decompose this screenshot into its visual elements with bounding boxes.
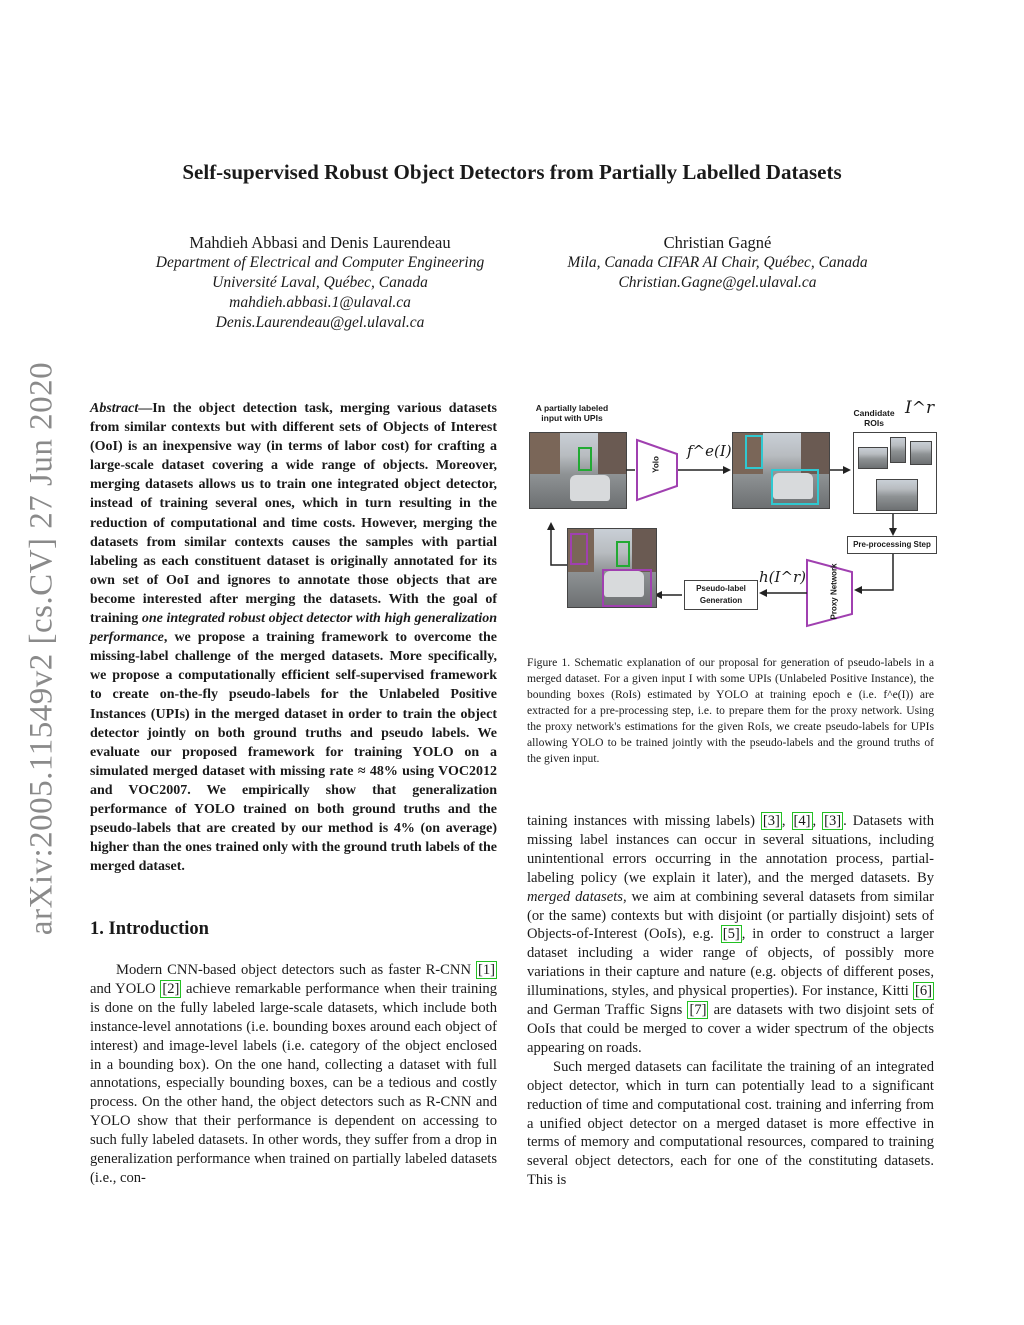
- fig-yolo-label: Yolo: [651, 456, 661, 473]
- fig-candidate-rois: [853, 432, 937, 514]
- authors-left: [115, 233, 525, 333]
- rc-text-1: taining instances with missing labels): [527, 813, 761, 829]
- fig-yolo-output-image: [732, 432, 830, 509]
- intro-text-2: and YOLO: [90, 980, 161, 997]
- rc-paragraph-2: Such merged datasets can facilitate the training of an integrated object detector, which in turn can potentially lead to a significant reduction of time and computational cost. training and inferring from a unified object detector on a merged dataset is more effective in terms of memory and computational resources, compared to training several object detectors, each for one of the constituting datasets. This is: [527, 1058, 934, 1189]
- email-left-1: mahdieh.abbasi.1@ulaval.ca: [229, 294, 411, 311]
- rc-text-6: are datasets with two disjoint sets of OoIs that could be merged to cover a wider spectrum of the objects appearing on roads.: [527, 1002, 934, 1056]
- citation-link[interactable]: [5]: [722, 926, 740, 943]
- figure-1-caption: Figure 1. Schematic explanation of our proposal for generation of pseudo-labels in a merged dataset. For a given input I with some UPIs (Unlabeled Positive Instance), the bounding boxes (RoIs) estimated by YOLO at training epoch e (i.e. f^e(I)) are extracted for a pre-processing step, i.e. to prepare them for the proxy network. Using the proxy network's estimations for the given RoIs, we create pseudo-labels for UPIs allowing YOLO to be trained jointly with the pseudo-labels and the ground truths of the given input.: [527, 656, 934, 765]
- citation-link[interactable]: [7]: [689, 1002, 707, 1019]
- abstract-text-2: , we propose a training framework to overcome the missing-label challenge of the merged datasets. More specifically, we propose a computationally efficient self-supervised framework to create on-the-fly pseudo-labels for the Unlabeled Positive Instances (UPIs) in the merged dataset in order to train the object detector jointly on both ground truths and pseudo labels. We evaluate our proposed framework for training YOLO on a simulated merged dataset with missing rate ≈ 48% using VOC2012 and VOC2007. We empirically show that generalization performance of YOLO trained on both ground truths and the pseudo-labels that are created by our method is 4% (on average) higher than the ones trained only with the ground truth labels of the merged dataset.: [90, 630, 497, 875]
- citation-link[interactable]: [4]: [793, 813, 811, 829]
- fig-hir-label: h(I^r): [759, 568, 807, 586]
- fig-fe-label: f^e(I): [687, 442, 732, 460]
- rc-text-4: , in order to construct a larger dataset including a wider range of objects, of possibly more variations in their capture and nature (e.g. objects of different poses, illuminations, styles, and physical properties). For instance, Kitti: [527, 926, 934, 1000]
- rc-sep: ,: [781, 813, 792, 829]
- citation-link[interactable]: [3]: [824, 813, 842, 829]
- fig-input-label: A partially labeled input with UPIs: [535, 403, 609, 423]
- author-names-left: Mahdieh Abbasi and Denis Laurendeau: [189, 233, 451, 252]
- introduction-text: [90, 961, 497, 1188]
- citation-link[interactable]: [3]: [762, 813, 780, 829]
- affiliation-right-1: Mila, Canada CIFAR AI Chair, Québec, Canada: [567, 254, 868, 271]
- right-column-text: [527, 812, 934, 1190]
- fig-ir-label: I^r: [905, 398, 935, 418]
- rc-sep: ,: [812, 813, 823, 829]
- abstract-emphasis: one integrated robust object detector with high generalization performance: [90, 611, 497, 646]
- citation-link[interactable]: [2]: [162, 980, 180, 997]
- fig-proxy-label: Proxy Network: [829, 563, 839, 620]
- fig-output-image: [567, 528, 657, 608]
- citation-link[interactable]: [6]: [914, 983, 932, 1000]
- fig-pseudo-label-box: Pseudo-label Generation: [684, 580, 758, 610]
- affiliation-left-1: Department of Electrical and Computer Engineering: [155, 254, 485, 271]
- email-right-1: Christian.Gagne@gel.ulaval.ca: [618, 274, 817, 291]
- abstract-text-1: —In the object detection task, merging various datasets from similar contexts but with different sets of Objects of Interest (OoI) is an inexpensive way (in terms of labor cost) for crafting a large-scale dataset covering a wide range of objects. Moreover, merging datasets allows us to train one integrated object detector, instead of training several ones, which in turn resulting in the reduction of computational and time costs. However, merging the datasets from similar contexts causes the samples with partial labeling as each constituent dataset is originally annotated for its own set of OoI and ignores to annotate those objects that are become interested after merging the datasets. With the goal of training: [90, 401, 497, 627]
- author-names-right: Christian Gagné: [663, 233, 772, 252]
- rc-text-3: , we aim at combining several datasets from similar (or the same) contexts but with disjoint (or partially disjoint) sets of Objects-of-Interest (OoIs), e.g.: [527, 888, 934, 943]
- figure-1: [527, 400, 937, 635]
- paper-title: Self-supervised Robust Object Detectors from Partially Labelled Datasets: [182, 160, 842, 184]
- affiliation-left-2: Université Laval, Québec, Canada: [212, 274, 428, 291]
- email-left-2: Denis.Laurendeau@gel.ulaval.ca: [215, 314, 425, 331]
- fig-preproc-box: Pre-processing Step: [847, 536, 937, 554]
- abstract-lead: Abstract: [90, 401, 139, 416]
- abstract: [90, 399, 497, 876]
- rc-text-2: . Datasets with missing label instances can occur in several situations, including unintentional errors occurring in the annotation process, partial-labeling policy (we explain it later), and the merged datasets. By: [527, 813, 935, 886]
- intro-text-3: achieve remarkable performance when their training is done on the fully labeled large-scale datasets, which include both instance-level annotations (i.e. bounding boxes around each object of interest) and image-level labels (i.e. category of the object enclosed in a bounding box). On the one hand, collecting a dataset with full annotations, especially bounding boxes, can be a tedious and costly process. On the other hand, the object detectors such as R-CNN and YOLO show that their performance is dependent on accessing to such fully labeled datasets. In other words, they suffer from a drop in generalization performance when trained on partially labeled datasets (i.e., con-: [90, 980, 497, 1186]
- section-heading-introduction: 1. Introduction: [90, 919, 209, 939]
- citation-link[interactable]: [1]: [477, 962, 495, 978]
- rc-emphasis: merged datasets: [527, 888, 623, 905]
- authors-right: [540, 233, 895, 293]
- fig-candidate-label: Candidate ROIs: [853, 408, 895, 428]
- arxiv-stamp: arXiv:2005.11549v2 [cs.CV] 27 Jun 2020: [23, 361, 60, 936]
- intro-text-1: Modern CNN-based object detectors such as faster R-CNN: [116, 962, 476, 978]
- rc-text-5: and German Traffic Signs: [527, 1002, 688, 1019]
